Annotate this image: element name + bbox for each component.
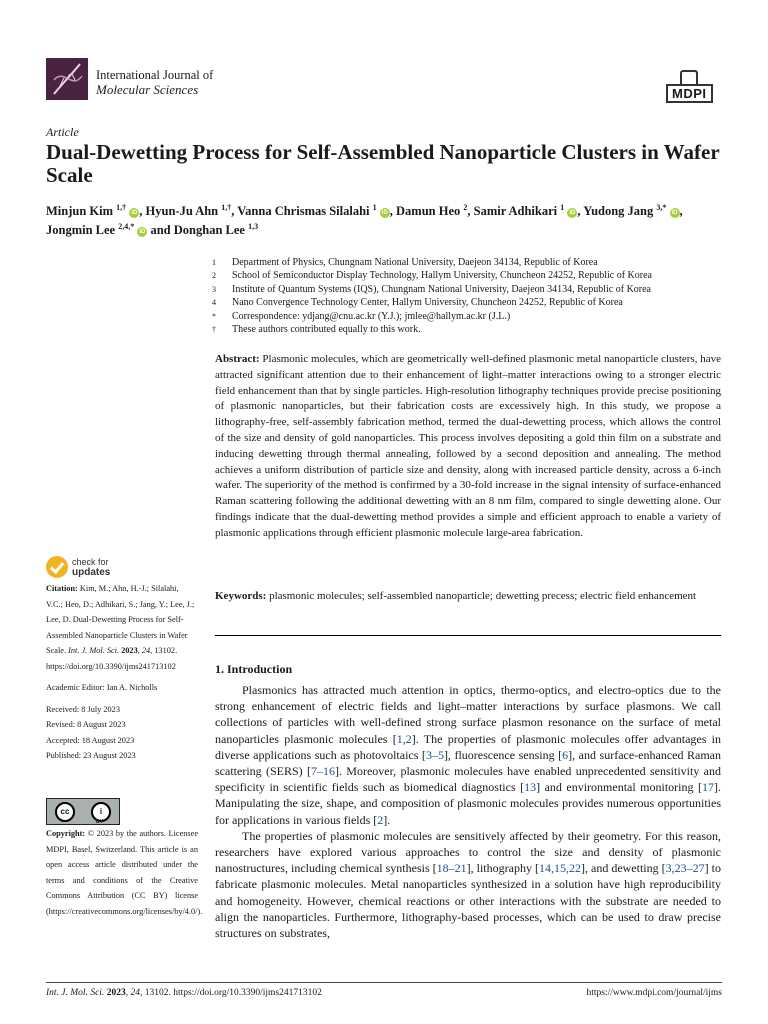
author-name[interactable]: Yudong Jang $^{3,*}$ iD <box>583 203 678 219</box>
orcid-icon[interactable]: iD <box>131 210 138 217</box>
author-affiliation-mark: 2 <box>463 203 468 212</box>
affiliation-text: Department of Physics, Chungnam National University, Daejeon 34134, Republic of Korea <box>232 257 598 268</box>
author-affiliation-mark: 2,4,* <box>118 222 135 232</box>
affiliation-item <box>212 283 732 296</box>
abstract <box>215 352 721 542</box>
footer-volume: 24 <box>130 988 140 998</box>
citation: Citation: Kim, M.; Ahn, H.-J.; Silalahi, V.C.; Heo, D.; Adhikari, S.; Jang, Y.; Lee, J.; Lee, D. Dual-Dewetting Process for Self-Assembled Nanoparticle Clusters in Wafer Scale. Int. J. Mol. Sci. 2023, 24, 13102. https://doi.org/10.3390/ijms241713102 <box>46 584 195 671</box>
author-affiliation-mark: 1 <box>372 203 377 212</box>
affiliation-text: Correspondence: ydjang@cnu.ac.kr (Y.J.); jmlee@hallym.ac.kr (J.L.) <box>232 310 511 322</box>
copyright-notice <box>46 826 203 919</box>
keywords <box>215 589 721 605</box>
abstract-text: Plasmonic molecules, which are geometrically well-defined plasmonic metal nanoparticle clusters, have attracted significant attention due to their enhancement of light–matter interactions owing to a stronger electric field enhancement than that by single particles. High-resolution lithography techniques provide precise positioning of plasmonic nanoparticles, but their fabrication costs are excessively high. In this study, we propose a lithography-free, self-assembly fabrication method, termed the dual-dewetting process, which allows the control of the size and density of gold nanoparticles. This process involves depositing a gold thin film on a substrate and inducing dewetting through thermal annealing, followed by a second deposition and annealing. The method achieves a uniform distribution of particle size and density, along with increased particle density, across a 6-inch wafer. The superiority of the method is confirmed by a 30-fold increase in the signal intensity of surface-enhanced Raman scattering following the additional dewetting with an 8 nm film, compared to single dewetting alone. Our findings indicate that the dual-dewetting method provides a simple and efficient approach to enable a variety of plasmonic applications through efficient plasmonic molecule large-area fabrication. <box>215 353 722 539</box>
affiliation-mark: 1 <box>212 258 216 267</box>
orcid-icon[interactable]: iD <box>139 229 146 236</box>
affiliation-mark: 4 <box>212 298 216 308</box>
cc-license-badge[interactable] <box>46 798 120 825</box>
keywords-text: plasmonic molecules; self-assembled nanoparticle; dewetting precess; electric field enhancement <box>269 590 697 602</box>
affiliation-text: Institute of Quantum Systems (IQS), Chungnam National University, Daejeon 34134, Republic of Korea <box>232 283 651 295</box>
author-name[interactable]: Jongmin Lee $^{2,4,*}$ iD <box>46 222 146 238</box>
author-name[interactable]: Hyun-Ju Ahn $^{1,\dagger}$ <box>145 203 232 219</box>
citation-link[interactable]: 14,15,22 <box>538 861 581 876</box>
citation-link[interactable]: 17 <box>702 780 714 795</box>
affiliations-list <box>212 256 732 336</box>
footer-divider <box>46 982 722 983</box>
author-name[interactable]: Vanna Chrismas Silalahi $^1$ iD <box>237 203 388 219</box>
journal-name-line1: International Journal of <box>96 68 214 82</box>
publisher-logo-icon <box>680 70 698 86</box>
check-updates-line1: check for <box>72 556 109 567</box>
published-date: Published: 23 August 2023 <box>46 751 136 760</box>
section-heading-introduction: 1. Introduction <box>215 662 293 676</box>
author-name[interactable]: Donghan Lee $^{1,3}$ <box>173 222 259 238</box>
author-list: Minjun Kim $^{1,\dagger}$ iD , Hyun-Ju Ahn $^{1,\dagger}$, Vanna Chrismas Silalahi $^1$ iD , Damun Heo $^2$, Samir Adhikari $^1$ iD , Yudong Jang $^{3,*}$ iD , Jongmin Lee $^{2,4,*}$ iD and Donghan Lee $^{1,3}$ <box>46 203 683 238</box>
academic-editor: Academic Editor: Ian A. Nicholls <box>46 683 158 692</box>
footer-journal: Int. J. Mol. Sci. <box>46 988 105 998</box>
citation-year: 2023 <box>121 646 138 655</box>
affiliation-mark: * <box>212 311 216 321</box>
affiliation-mark: 3 <box>212 284 216 294</box>
affiliation-item <box>212 256 732 269</box>
section-divider <box>215 635 721 636</box>
article-type: Article <box>46 125 79 139</box>
citation-link[interactable]: 7–16 <box>310 764 335 779</box>
citation-link[interactable]: 2 <box>377 812 384 827</box>
cc-by-label: BY <box>96 819 103 825</box>
author-affiliation-mark: 1,† <box>221 203 232 212</box>
affiliation-item <box>212 310 732 323</box>
citation-link[interactable]: 13 <box>524 780 537 795</box>
author-affiliation-mark: 1,3 <box>248 222 259 232</box>
check-for-updates-button[interactable] <box>46 556 110 578</box>
received-date: Received: 8 July 2023 <box>46 704 120 714</box>
citation-journal: Int. J. Mol. Sci. <box>68 646 120 655</box>
orcid-icon[interactable]: iD <box>569 210 576 217</box>
abstract-label: Abstract: <box>215 353 260 365</box>
affiliation-item <box>212 269 732 282</box>
citation-label: Citation: <box>46 584 78 593</box>
footer-journal-link[interactable]: https://www.mdpi.com/journal/ijms <box>586 988 722 998</box>
affiliation-mark: † <box>212 325 216 335</box>
author-name[interactable]: Samir Adhikari $^1$ iD <box>473 203 576 219</box>
affiliation-text: School of Semiconductor Display Technology, Hallym University, Chuncheon 24252, Republic of Korea <box>232 270 652 282</box>
article-info-sidebar <box>46 581 196 764</box>
orcid-icon[interactable]: iD <box>671 210 678 217</box>
citation-link[interactable]: 1,2 <box>396 731 412 746</box>
affiliation-text: Nano Convergence Technology Center, Hallym University, Chuncheon 24252, Republic of Korea <box>232 297 623 309</box>
author-name[interactable]: Damun Heo $^2$ <box>396 203 468 219</box>
footer-doi[interactable]: , 13102. https://doi.org/10.3390/ijms241713102 <box>139 988 322 998</box>
check-updates-line2: updates <box>72 566 111 578</box>
citation-doi[interactable]: , 13102. https://doi.org/10.3390/ijms241713102 <box>46 646 178 671</box>
citation-link[interactable]: 3–5 <box>425 747 444 762</box>
paragraph-1: Plasmonics has attracted much attention in optics, thermo-optics, and electro-optics due to the strong enhancement of electric fields and light–matter interactions by surface plasmons. We call collections of particles with well-defined strong surface plasmon resonance on the surface of metal nanoparticles plasmonic molecules [1,2]. The properties of plasmonic molecules offer advantages in diverse applications such as photovoltaics [3–5], fluorescence sensing [6], and surface-enhanced Raman scattering (SERS) [7–16]. Moreover, plasmonic molecules have enabled unprecedented sensitivity and specificity in scientific fields such as biomedical diagnostics [13] and environmental monitoring [17]. Manipulating the size, shape, and composition of plasmonic molecules provides numerous opportunities for applications in various fields [2]. <box>215 683 721 827</box>
citation-link[interactable]: 6 <box>562 747 569 762</box>
revised-date: Revised: 8 August 2023 <box>46 720 126 729</box>
copyright-text: © 2023 by the authors. Licensee MDPI, Basel, Switzerland. This article is an open access article distributed under the terms and conditions of the Creative Commons Attribution (CC BY) license (https://creativecommons.org/licenses/by/4.0/). <box>46 829 203 916</box>
affiliation-mark: 2 <box>212 271 216 281</box>
affiliation-item <box>212 323 732 336</box>
affiliation-item <box>212 296 732 309</box>
attribution-icon: i <box>91 802 111 822</box>
author-affiliation-mark: 1,† <box>116 203 127 212</box>
footer-citation: Int. J. Mol. Sci. 2023, 24, 13102. https://doi.org/10.3390/ijms241713102 <box>46 988 322 998</box>
citation-link[interactable]: 3,23–27 <box>665 861 705 876</box>
publisher-logo <box>666 70 713 103</box>
article-title: Dual-Dewetting Process for Self-Assembled Nanoparticle Clusters in Wafer Scale <box>46 140 720 187</box>
journal-name-line2: Molecular Sciences <box>96 82 199 97</box>
author-affiliation-mark: 3,* <box>656 203 667 212</box>
citation-text: Kim, M.; Ahn, H.-J.; Silalahi, V.C.; Heo, D.; Adhikari, S.; Jang, Y.; Lee, J.; Lee, D. Dual-Dewetting Process for Self-Assembled Nanoparticle Clusters in Wafer Scale. <box>46 584 195 655</box>
footer-year: 2023 <box>106 988 126 998</box>
keywords-label: Keywords: <box>215 590 267 602</box>
citation-link[interactable]: 18–21 <box>436 861 467 876</box>
check-updates-icon <box>46 556 68 578</box>
accepted-date: Accepted: 18 August 2023 <box>46 735 135 745</box>
author-affiliation-mark: 1 <box>560 203 565 212</box>
author-name[interactable]: Minjun Kim $^{1,\dagger}$ iD <box>46 203 138 219</box>
orcid-icon[interactable]: iD <box>381 210 388 217</box>
paragraph-2: The properties of plasmonic molecules are sensitively affected by their geometry. For this reason, researchers have explored various approaches to control the size and density of plasmonic nanostructures, including chemical synthesis [18–21], lithography [14,15,22], and dewetting [3,23–27] to fabricate plasmonic molecules. Metal nanoparticles synthesized in a solution have high reproducibility and homogeneity. However, chemical reactions or other interactions with the substrate are needed to align the nanoparticles. Furthermore, lithography-based processes, which can be used to draw precise structures on substrates, <box>215 828 721 941</box>
copyright-label: Copyright: <box>46 829 86 838</box>
citation-volume: 24 <box>141 646 151 655</box>
affiliation-text: These authors contributed equally to this work. <box>232 324 421 336</box>
publisher-name: MDPI <box>666 84 713 103</box>
introduction-body <box>215 682 721 941</box>
creative-commons-icon: cc <box>55 802 75 822</box>
journal-logo-icon <box>46 58 88 100</box>
